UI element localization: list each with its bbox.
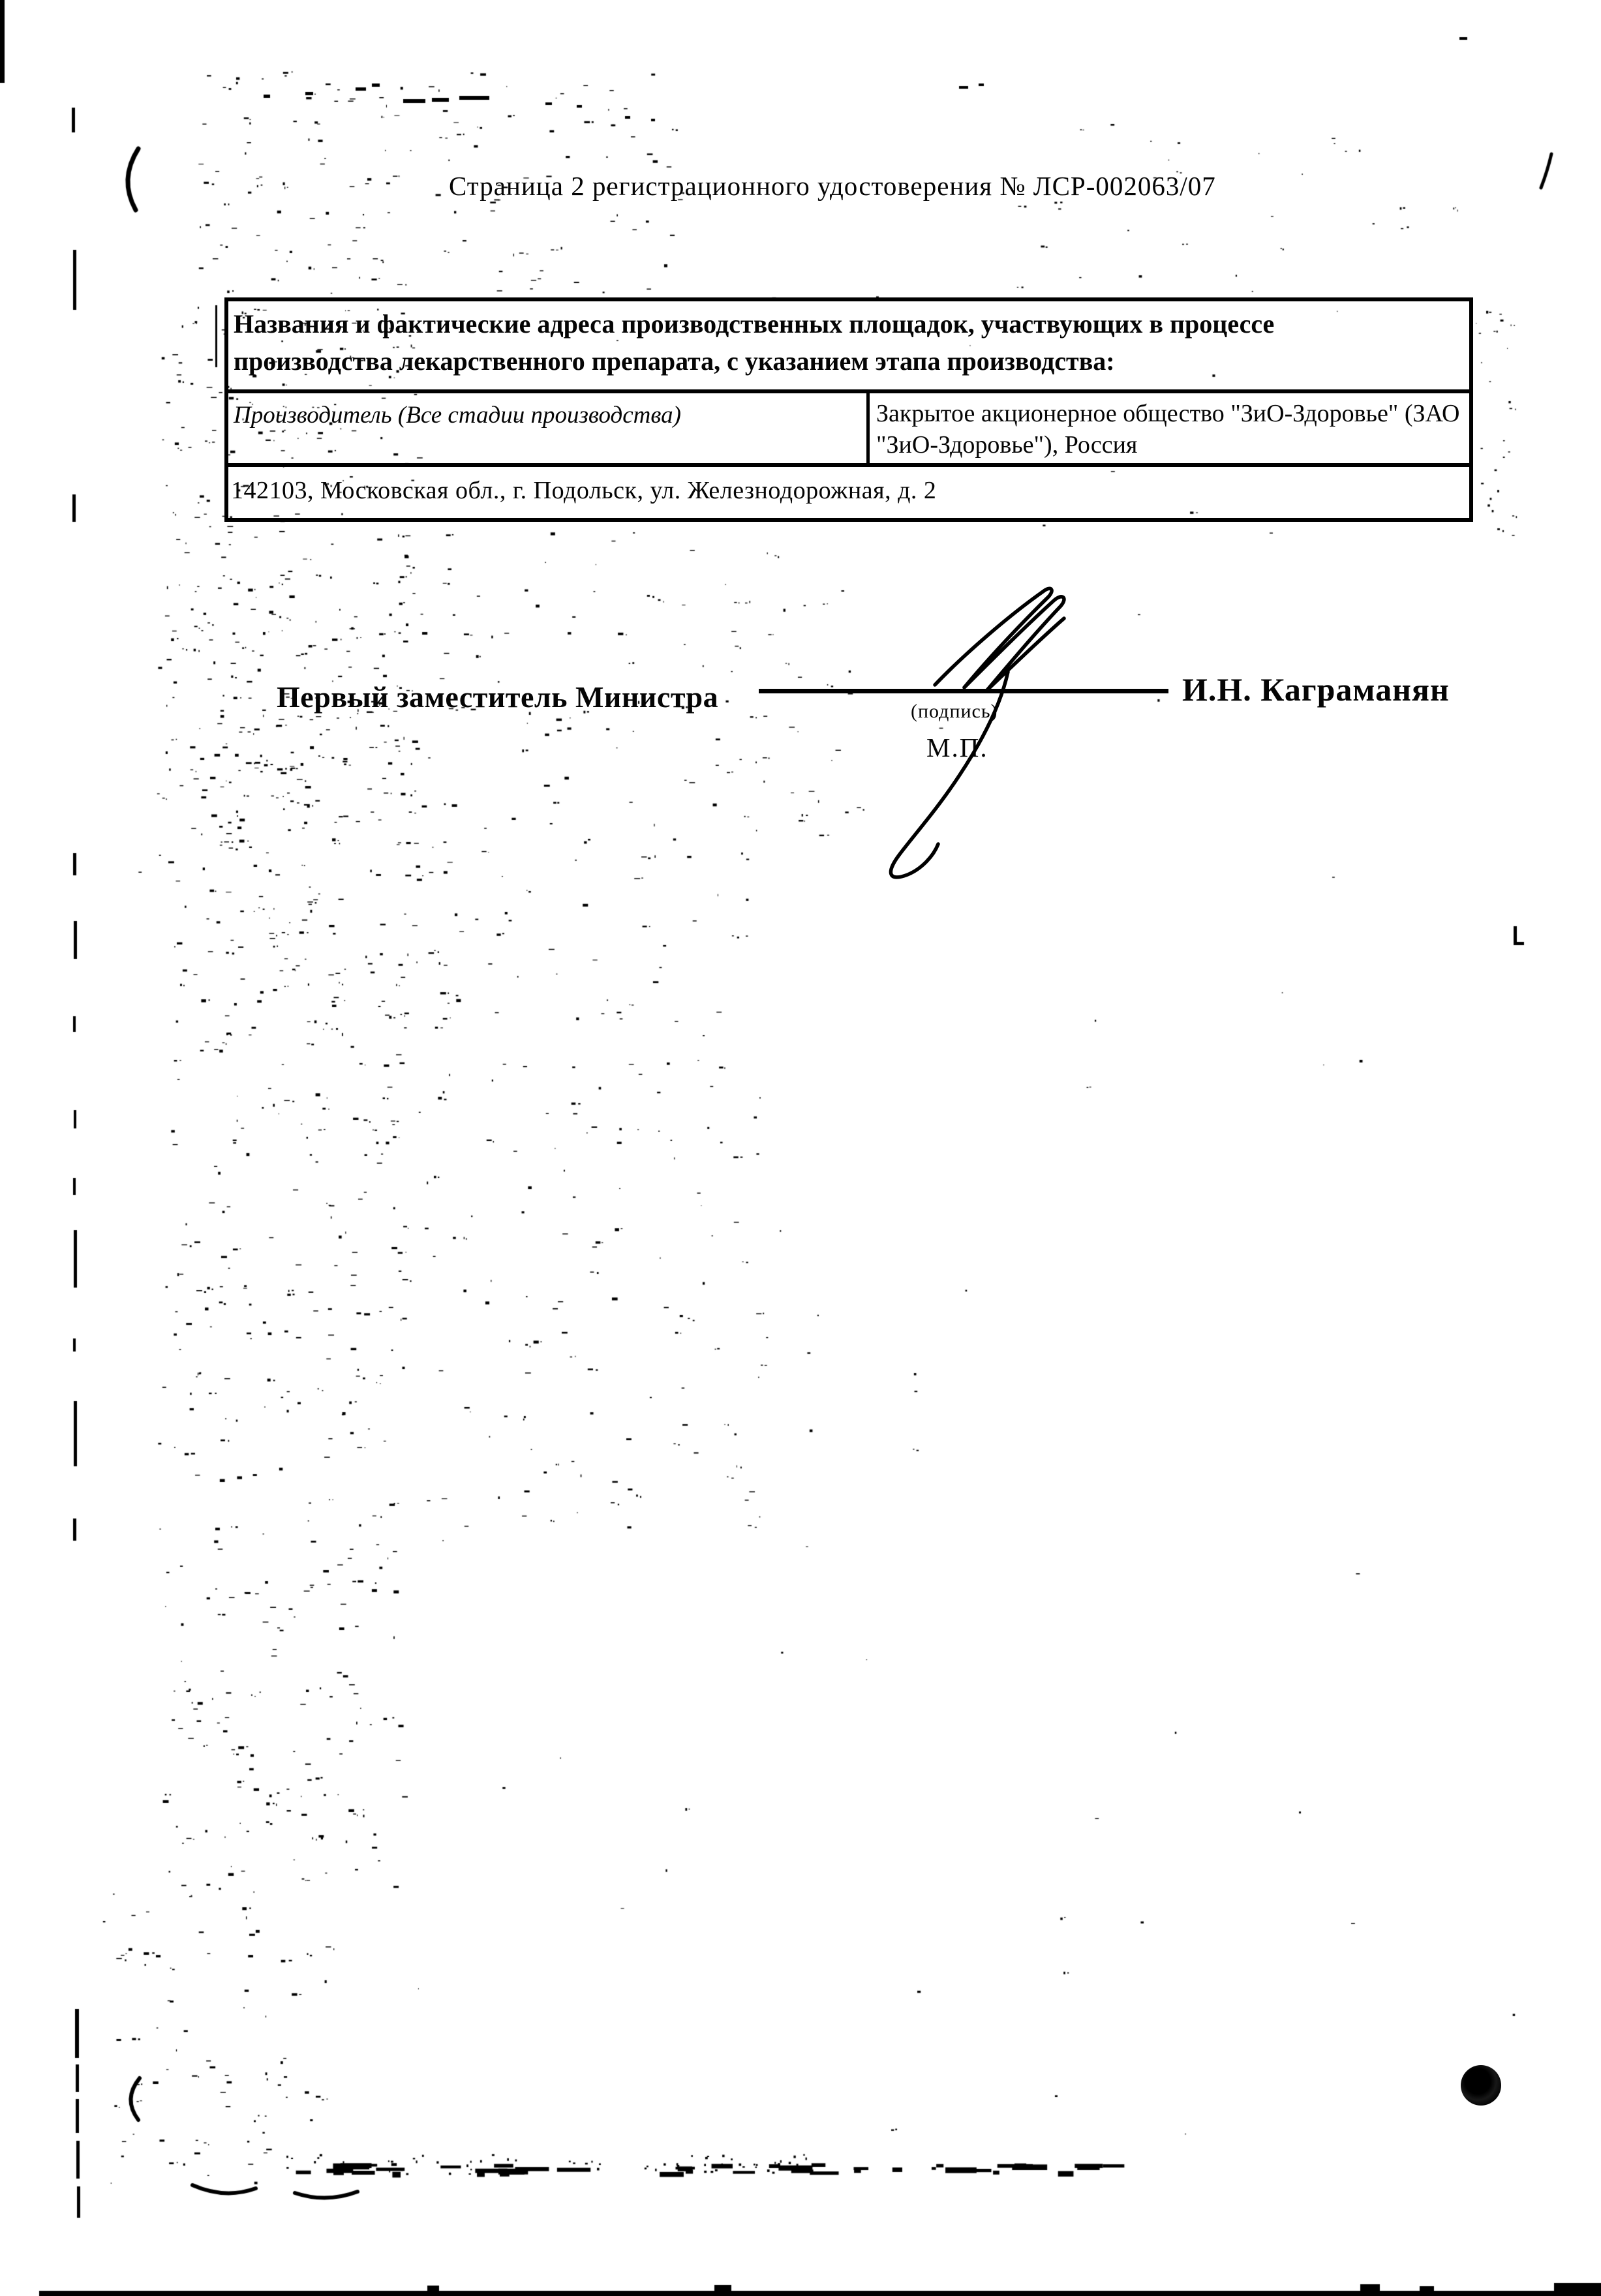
signatory-position-label: Первый заместитель Министра — [277, 680, 719, 714]
signatory-name: И.Н. Каграманян — [1182, 671, 1450, 708]
handwritten-signature — [868, 571, 1116, 881]
hole-punch-dot — [1461, 2065, 1501, 2106]
table-title-row — [228, 301, 1469, 393]
producer-address-cell: 142103, Московская обл., г. Подольск, ул. Железнодорожная, д. 2 — [231, 477, 937, 504]
page-header: Страница 2 регистрационного удостоверения № ЛСР-002063/07 — [449, 171, 1216, 201]
producer-company-cell: Закрытое акционерное общество "ЗиО-Здоровье" (ЗАО "ЗиО-Здоровье"), Россия — [876, 400, 1460, 459]
producer-stage-cell: Производитель (Все стадии производства) — [228, 393, 870, 463]
producer-row — [228, 393, 1469, 467]
table-title-text: Названия и фактические адреса производственных площадок, участвующих в процессе производства лекарственного препарата, с указанием этапа производства: — [234, 309, 1275, 376]
signature-caption: (подпись) — [911, 701, 998, 722]
production-sites-table — [224, 297, 1473, 522]
seal-abbreviation: М.П. — [926, 733, 988, 763]
